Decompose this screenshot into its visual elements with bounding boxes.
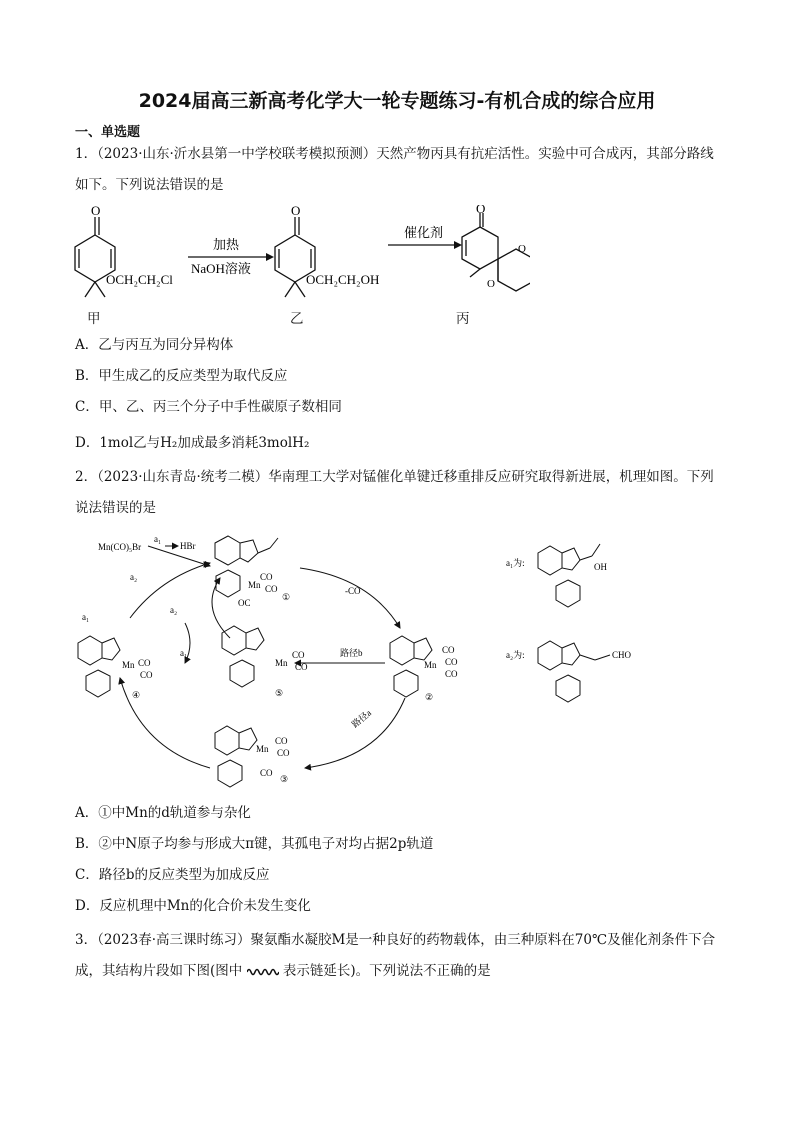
- svg-text:⑤: ⑤: [275, 688, 284, 698]
- question-2-text: 2．（2023·山东青岛·统考二模）华南理工大学对锰催化单键迁移重排反应研究取得新进展，机理如图。下列说法错误的是: [75, 469, 714, 516]
- svg-text:OC: OC: [238, 598, 251, 608]
- path-a-label: 路径a: [349, 707, 374, 730]
- q1-option-b: B．甲生成乙的反应类型为取代反应: [75, 368, 288, 384]
- q2-mechanism-diagram: [70, 528, 670, 788]
- q2-option-c: C．路径b的反应类型为加成反应: [75, 867, 270, 883]
- svg-text:CO: CO: [140, 670, 153, 680]
- arrow1-condition-bottom: NaOH溶液: [191, 261, 251, 276]
- svg-text:④: ④: [132, 690, 141, 700]
- substituent-b: OCH₂CH₂OH: [306, 272, 380, 287]
- complex-4: [78, 636, 120, 697]
- cho-label: CHO: [612, 650, 632, 660]
- svg-text:a₁: a₁: [82, 612, 90, 622]
- svg-text:①: ①: [282, 592, 291, 602]
- wavy-line-icon: [247, 967, 279, 977]
- q3-text-part1: 3．（2023春·高三课时练习）聚氨酯水凝胶M是一种良好的药物载体，由三种原料在70℃及催化剂条件下合成，其结构片段如下图(图中: [75, 932, 716, 979]
- question-3-text: [75, 925, 725, 987]
- svg-text:②: ②: [425, 692, 434, 702]
- svg-text:CO: CO: [138, 658, 151, 668]
- svg-text:CO: CO: [292, 650, 305, 660]
- label-bing: 丙: [456, 311, 470, 327]
- svg-text:③: ③: [280, 774, 289, 784]
- svg-text:Mn: Mn: [248, 580, 261, 590]
- a1-label: a₁为:: [506, 558, 525, 568]
- svg-text:O: O: [518, 243, 526, 255]
- section-heading: 一、单选题: [75, 125, 141, 140]
- svg-text:Mn: Mn: [256, 744, 269, 754]
- oh-label: OH: [594, 562, 607, 572]
- svg-text:O: O: [91, 205, 101, 218]
- svg-text:O: O: [476, 205, 486, 216]
- path-b-label: 路径b: [340, 648, 363, 658]
- svg-text:Mn: Mn: [122, 660, 135, 670]
- svg-text:CO: CO: [260, 572, 273, 582]
- q1-option-c: C．甲、乙、丙三个分子中手性碳原子数相同: [75, 399, 342, 415]
- reagent-label: Mn(CO)₅Br: [98, 542, 142, 552]
- a1-structure: [538, 544, 600, 607]
- svg-text:CO: CO: [260, 768, 273, 778]
- svg-text:CO: CO: [265, 584, 278, 594]
- svg-text:O: O: [291, 205, 301, 218]
- page-title: 2024届高三新高考化学大一轮专题练习-有机合成的综合应用: [138, 90, 656, 112]
- svg-text:a₂: a₂: [130, 572, 138, 582]
- svg-text:CO: CO: [445, 657, 458, 667]
- q3-text-part2: 表示链延长)。下列说法不正确的是: [282, 963, 491, 979]
- q1-option-d: D．1mol乙与H₂加成最多消耗3molH₂: [75, 435, 310, 451]
- label-jia: 甲: [87, 311, 101, 327]
- question-1-text: 1．（2023·山东·沂水县第一中学校联考模拟预测）天然产物丙具有抗疟活性。实验中可合成丙，其部分路线如下。下列说法错误的是: [75, 146, 714, 193]
- q1-reaction-scheme: [70, 205, 530, 305]
- minus-co-label: -CO: [345, 586, 361, 596]
- arrow2-condition: 催化剂: [404, 225, 444, 240]
- q2-option-d: D．反应机理中Mn的化合价未发生变化: [75, 898, 311, 914]
- arrow1-condition-top: 加热: [213, 237, 240, 252]
- q2-option-b: B．②中N原子均参与形成大π键，其孤电子对均占据2p轨道: [75, 836, 434, 852]
- q2-option-a: A．①中Mn的d轨道参与杂化: [75, 805, 251, 821]
- svg-text:a₂: a₂: [170, 605, 178, 615]
- svg-text:CO: CO: [442, 645, 455, 655]
- svg-text:Mn: Mn: [424, 660, 437, 670]
- svg-text:Mn: Mn: [275, 658, 288, 668]
- q1-option-a: A．乙与丙互为同分异构体: [75, 337, 234, 353]
- complex-5: [222, 626, 264, 687]
- svg-text:CO: CO: [275, 736, 288, 746]
- substituent-a: OCH₂CH₂Cl: [106, 272, 173, 287]
- svg-text:CO: CO: [295, 662, 308, 672]
- label-yi: 乙: [290, 311, 304, 327]
- a2-structure: [538, 641, 610, 702]
- hbr-label: HBr: [180, 541, 196, 551]
- a2-label: a₂为:: [506, 650, 525, 660]
- svg-text:CO: CO: [277, 748, 290, 758]
- svg-text:a₁: a₁: [180, 648, 188, 658]
- svg-text:O: O: [487, 278, 495, 290]
- svg-text:CO: CO: [445, 669, 458, 679]
- svg-text:a₁: a₁: [154, 534, 162, 544]
- complex-3: [215, 726, 257, 787]
